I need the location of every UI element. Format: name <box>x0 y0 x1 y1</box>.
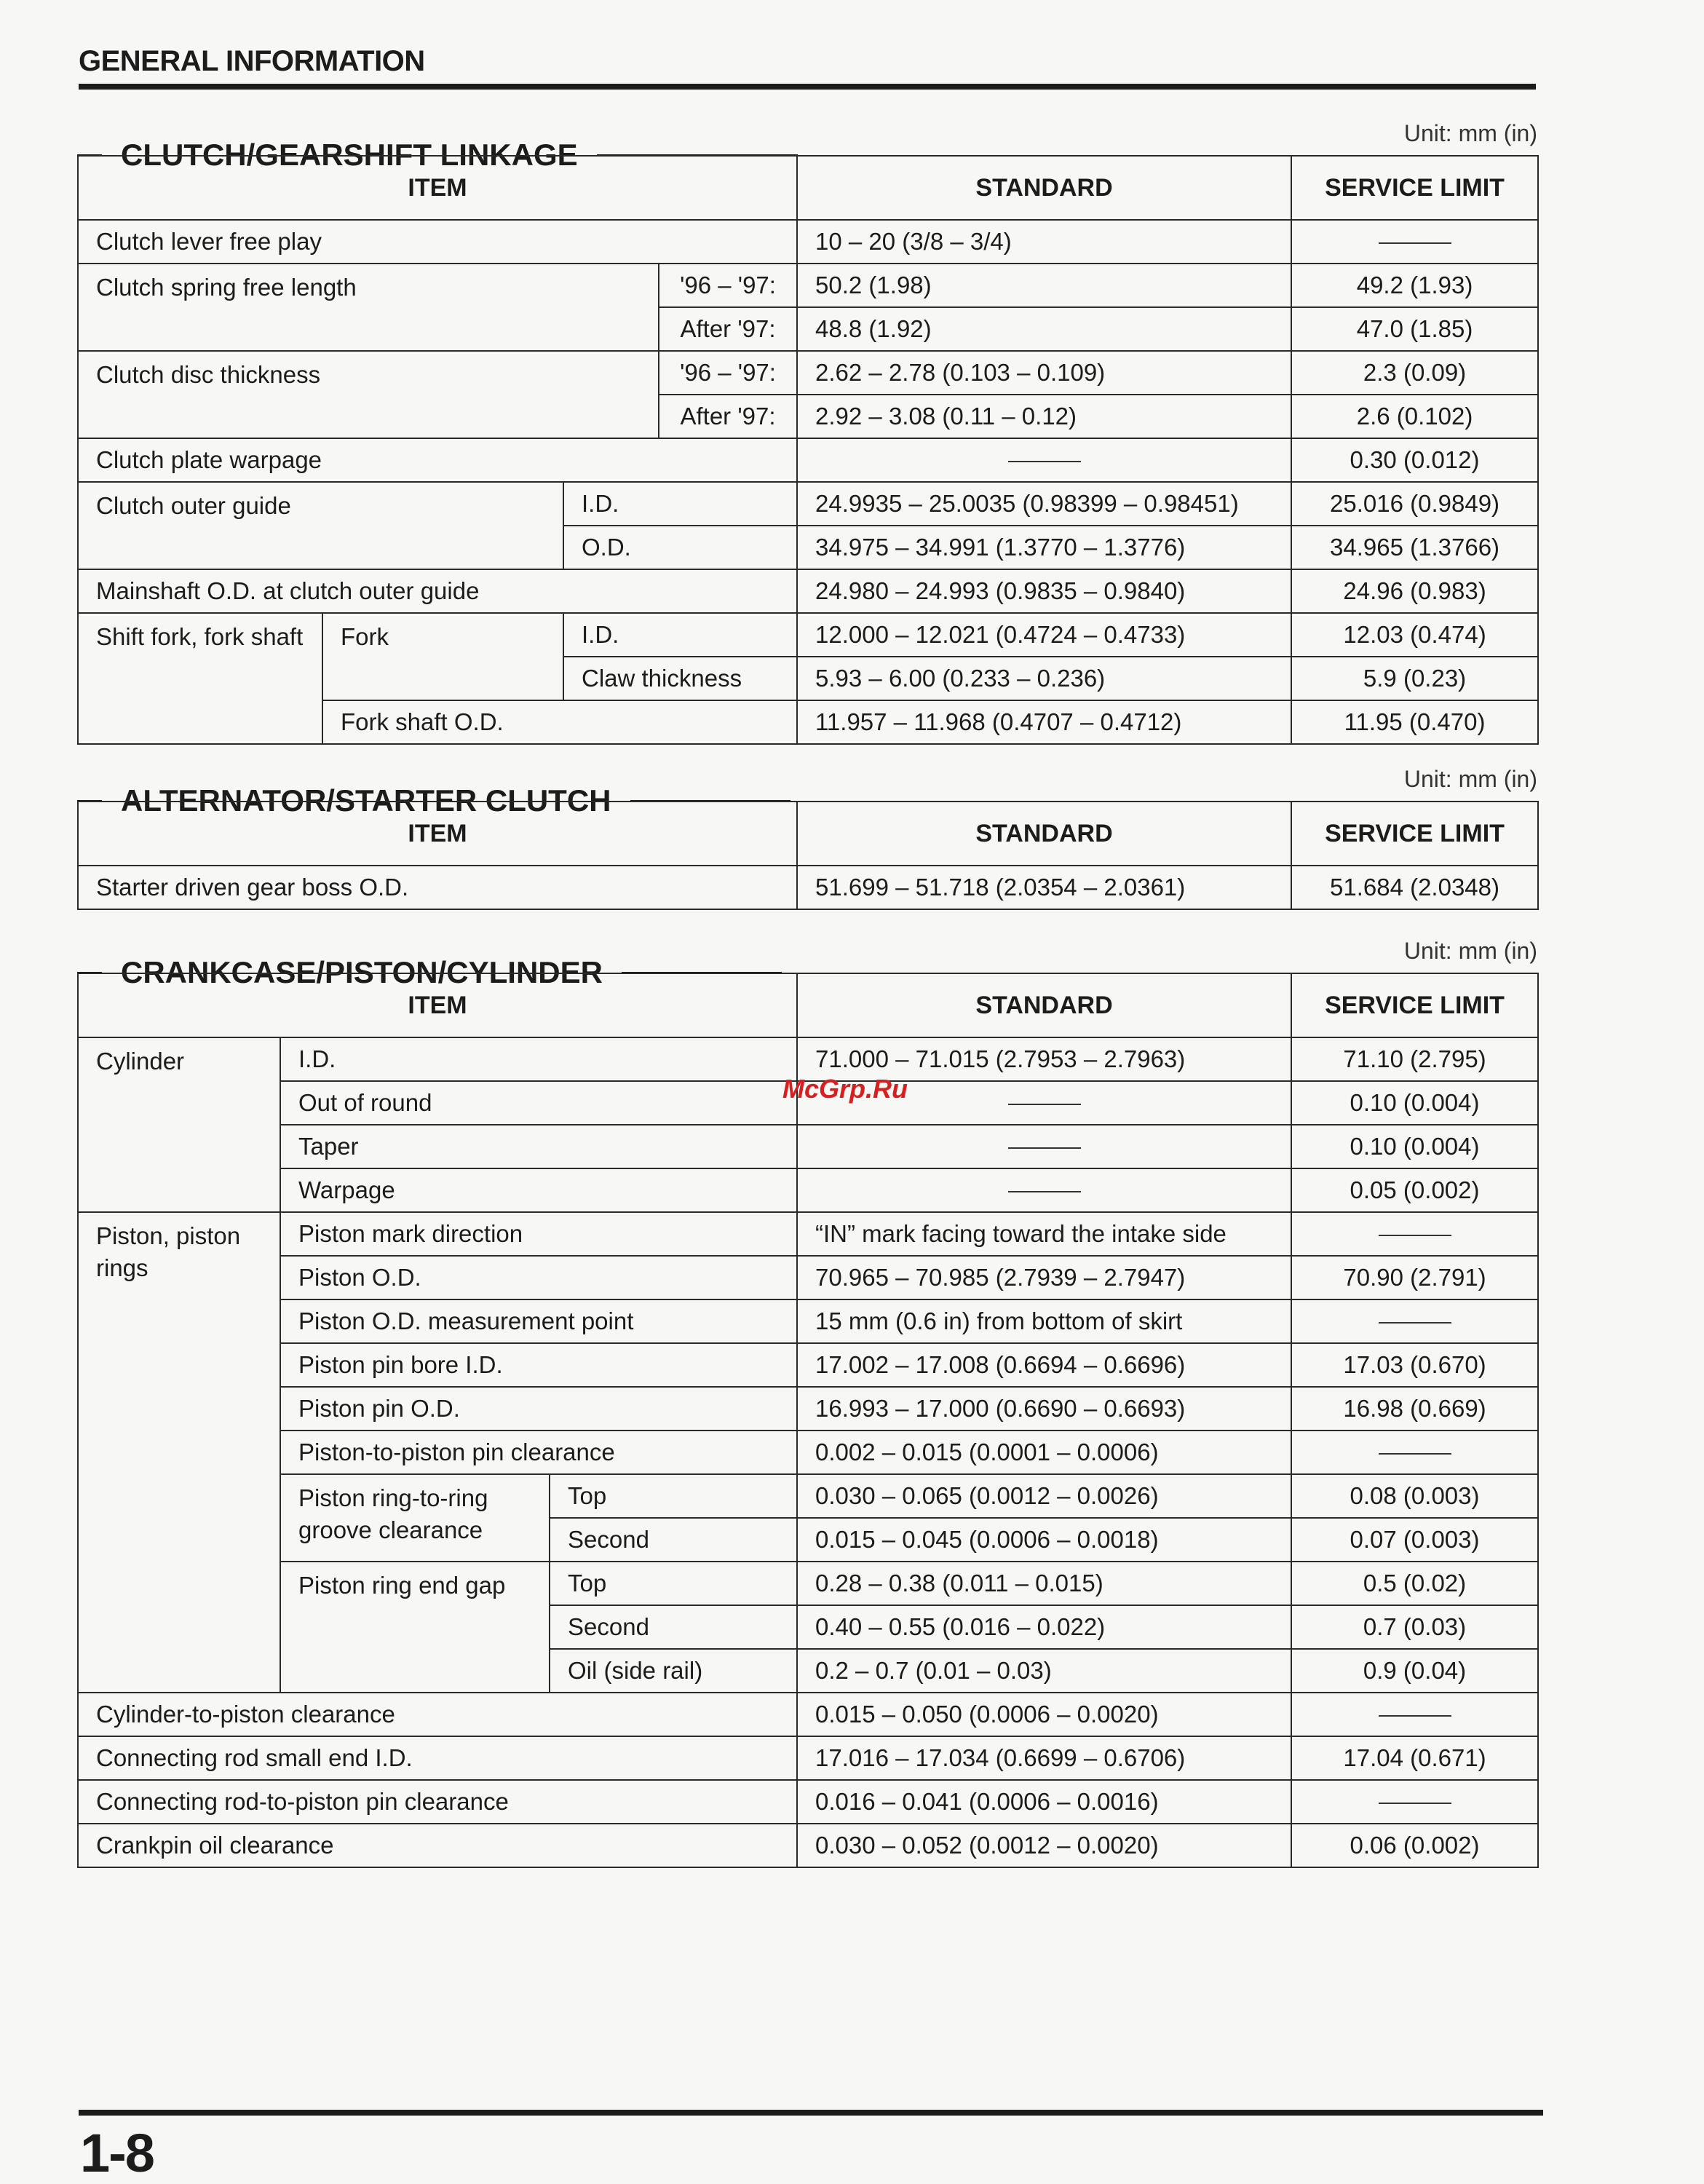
not-applicable-dash <box>1379 242 1451 244</box>
not-applicable-dash <box>1379 1453 1451 1455</box>
standard-cell: 48.8 (1.92) <box>797 307 1291 351</box>
table-row <box>78 613 1538 657</box>
column-header-service-limit: SERVICE LIMIT <box>1291 802 1538 866</box>
sub-sub-item-cell: Oil (side rail) <box>550 1649 797 1693</box>
sub-item-cell: I.D. <box>563 613 797 657</box>
table-row <box>78 482 1538 526</box>
standard-cell: 0.030 – 0.065 (0.0012 – 0.0026) <box>797 1474 1291 1518</box>
service-limit-cell: 0.30 (0.012) <box>1291 438 1538 482</box>
standard-cell: 10 – 20 (3/8 – 3/4) <box>797 220 1291 264</box>
service-limit-cell: 34.965 (1.3766) <box>1291 526 1538 569</box>
table-row <box>78 1387 1538 1431</box>
not-applicable-dash <box>1379 1322 1451 1324</box>
sub-item-cell: Piston O.D. measurement point <box>280 1299 797 1343</box>
service-limit-cell: 0.7 (0.03) <box>1291 1605 1538 1649</box>
service-limit-cell: 17.03 (0.670) <box>1291 1343 1538 1387</box>
table-row <box>78 1212 1538 1256</box>
standard-cell: 24.980 – 24.993 (0.9835 – 0.9840) <box>797 569 1291 613</box>
section-clutch-gearshift <box>77 120 1537 746</box>
table-row <box>78 1431 1538 1474</box>
service-limit-cell: 0.08 (0.003) <box>1291 1474 1538 1518</box>
service-limit-cell: 51.684 (2.0348) <box>1291 866 1538 909</box>
sub-item-cell: Piston-to-piston pin clearance <box>280 1431 797 1474</box>
column-header-standard: STANDARD <box>797 973 1291 1037</box>
table-row <box>78 866 1538 909</box>
sub-item-cell: Fork <box>322 613 563 700</box>
table-row <box>78 1736 1538 1780</box>
table-row <box>78 351 1538 395</box>
service-limit-cell: 11.95 (0.470) <box>1291 700 1538 744</box>
sub-sub-item-cell: Second <box>550 1605 797 1649</box>
item-cell: Clutch disc thickness <box>78 351 659 438</box>
service-limit-cell <box>1291 1431 1538 1474</box>
standard-cell: 17.002 – 17.008 (0.6694 – 0.6696) <box>797 1343 1291 1387</box>
table-row <box>78 1299 1538 1343</box>
column-header-standard: STANDARD <box>797 156 1291 220</box>
service-limit-cell: 16.98 (0.669) <box>1291 1387 1538 1431</box>
item-cell: Clutch plate warpage <box>78 438 797 482</box>
standard-cell: 16.993 – 17.000 (0.6690 – 0.6693) <box>797 1387 1291 1431</box>
group-cell-piston: Piston, piston rings <box>78 1212 280 1693</box>
group-cell-cylinder: Cylinder <box>78 1037 280 1212</box>
not-applicable-dash <box>1008 1147 1081 1149</box>
sub-item-cell: Piston mark direction <box>280 1212 797 1256</box>
standard-cell: 2.62 – 2.78 (0.103 – 0.109) <box>797 351 1291 395</box>
section-title-text: CRANKCASE/PISTON/CYLINDER <box>121 955 603 989</box>
service-limit-cell: 0.5 (0.02) <box>1291 1562 1538 1605</box>
item-cell: Clutch outer guide <box>78 482 563 569</box>
sub-item-cell: I.D. <box>563 482 797 526</box>
standard-cell <box>797 438 1291 482</box>
service-limit-cell <box>1291 1780 1538 1824</box>
item-cell: Connecting rod-to-piston pin clearance <box>78 1780 797 1824</box>
service-limit-cell: 0.06 (0.002) <box>1291 1824 1538 1867</box>
not-applicable-dash <box>1008 1104 1081 1105</box>
item-cell: Shift fork, fork shaft <box>78 613 322 744</box>
service-limit-cell: 25.016 (0.9849) <box>1291 482 1538 526</box>
not-applicable-dash <box>1379 1235 1451 1236</box>
item-cell: Clutch lever free play <box>78 220 797 264</box>
sub-item-cell: I.D. <box>280 1037 797 1081</box>
table-row <box>78 264 1538 307</box>
sub-item-cell: Out of round <box>280 1081 797 1125</box>
table-header-row <box>78 156 1538 220</box>
standard-cell: 11.957 – 11.968 (0.4707 – 0.4712) <box>797 700 1291 744</box>
sub-item-cell: Piston O.D. <box>280 1256 797 1299</box>
column-header-service-limit: SERVICE LIMIT <box>1291 156 1538 220</box>
standard-cell: 50.2 (1.98) <box>797 264 1291 307</box>
service-limit-cell <box>1291 220 1538 264</box>
unit-label: Unit: mm (in) <box>1403 120 1537 146</box>
standard-cell: 0.002 – 0.015 (0.0001 – 0.0006) <box>797 1431 1291 1474</box>
table-row <box>78 1693 1538 1736</box>
table-row <box>78 1562 1538 1605</box>
item-cell: Connecting rod small end I.D. <box>78 1736 797 1780</box>
table-row <box>78 220 1538 264</box>
column-header-service-limit: SERVICE LIMIT <box>1291 973 1538 1037</box>
standard-cell: 51.699 – 51.718 (2.0354 – 2.0361) <box>797 866 1291 909</box>
section-title-text: ALTERNATOR/STARTER CLUTCH <box>121 783 611 818</box>
item-cell: Mainshaft O.D. at clutch outer guide <box>78 569 797 613</box>
unit-label: Unit: mm (in) <box>1403 938 1537 964</box>
section-alternator-starter-clutch <box>77 766 1537 911</box>
item-cell: Cylinder-to-piston clearance <box>78 1693 797 1736</box>
alternator-spec-table <box>77 801 1539 910</box>
standard-cell: 17.016 – 17.034 (0.6699 – 0.6706) <box>797 1736 1291 1780</box>
standard-cell: 0.015 – 0.050 (0.0006 – 0.0020) <box>797 1693 1291 1736</box>
service-limit-cell <box>1291 1212 1538 1256</box>
column-header-item: ITEM <box>78 802 797 866</box>
sub-sub-item-cell: Top <box>550 1562 797 1605</box>
service-limit-cell: 2.6 (0.102) <box>1291 395 1538 438</box>
not-applicable-dash <box>1379 1715 1451 1717</box>
table-row <box>78 1780 1538 1824</box>
sub-sub-item-cell: Second <box>550 1518 797 1562</box>
footer-rule <box>79 2110 1543 2116</box>
sub-item-cell: Piston pin bore I.D. <box>280 1343 797 1387</box>
standard-cell: 70.965 – 70.985 (2.7939 – 2.7947) <box>797 1256 1291 1299</box>
standard-cell: “IN” mark facing toward the intake side <box>797 1212 1291 1256</box>
header-rule <box>79 84 1536 90</box>
standard-cell: 0.2 – 0.7 (0.01 – 0.03) <box>797 1649 1291 1693</box>
service-limit-cell: 0.10 (0.004) <box>1291 1081 1538 1125</box>
sub-item-cell: Taper <box>280 1125 797 1168</box>
table-row <box>78 1824 1538 1867</box>
standard-cell <box>797 1125 1291 1168</box>
standard-cell: 12.000 – 12.021 (0.4724 – 0.4733) <box>797 613 1291 657</box>
clutch-spec-table <box>77 155 1539 745</box>
item-cell: Starter driven gear boss O.D. <box>78 866 797 909</box>
service-limit-cell: 47.0 (1.85) <box>1291 307 1538 351</box>
watermark-link[interactable]: McGrp.Ru <box>782 1074 908 1104</box>
sub-item-cell: '96 – '97: <box>659 264 797 307</box>
sub-item-cell: Claw thickness <box>563 657 797 700</box>
item-cell: Crankpin oil clearance <box>78 1824 797 1867</box>
standard-cell: 2.92 – 3.08 (0.11 – 0.12) <box>797 395 1291 438</box>
table-header-row <box>78 802 1538 866</box>
service-limit-cell: 17.04 (0.671) <box>1291 1736 1538 1780</box>
sub-item-cell: After '97: <box>659 395 797 438</box>
column-header-item: ITEM <box>78 156 797 220</box>
standard-cell: 0.28 – 0.38 (0.011 – 0.015) <box>797 1562 1291 1605</box>
sub-item-cell: O.D. <box>563 526 797 569</box>
standard-cell: 34.975 – 34.991 (1.3770 – 1.3776) <box>797 526 1291 569</box>
page-header-title: GENERAL INFORMATION <box>79 45 425 77</box>
service-limit-cell: 5.9 (0.23) <box>1291 657 1538 700</box>
section-title-text: CLUTCH/GEARSHIFT LINKAGE <box>121 138 578 172</box>
standard-cell: 71.000 – 71.015 (2.7953 – 2.7963) <box>797 1037 1291 1081</box>
service-limit-cell: 0.9 (0.04) <box>1291 1649 1538 1693</box>
standard-cell: 15 mm (0.6 in) from bottom of skirt <box>797 1299 1291 1343</box>
service-limit-cell <box>1291 1299 1538 1343</box>
service-limit-cell: 0.07 (0.003) <box>1291 1518 1538 1562</box>
standard-cell: 0.030 – 0.052 (0.0012 – 0.0020) <box>797 1824 1291 1867</box>
service-limit-cell: 70.90 (2.791) <box>1291 1256 1538 1299</box>
sub-item-cell: After '97: <box>659 307 797 351</box>
sub-item-cell: Piston pin O.D. <box>280 1387 797 1431</box>
item-cell: Clutch spring free length <box>78 264 659 351</box>
sub-sub-item-cell: Top <box>550 1474 797 1518</box>
column-header-standard: STANDARD <box>797 802 1291 866</box>
table-row <box>78 1256 1538 1299</box>
sub-item-cell: Piston ring-to-ring groove clearance <box>280 1474 550 1562</box>
standard-cell: 0.015 – 0.045 (0.0006 – 0.0018) <box>797 1518 1291 1562</box>
sub-item-cell: Fork shaft O.D. <box>322 700 797 744</box>
table-row <box>78 569 1538 613</box>
service-limit-cell: 71.10 (2.795) <box>1291 1037 1538 1081</box>
column-header-item: ITEM <box>78 973 797 1037</box>
standard-cell: 0.40 – 0.55 (0.016 – 0.022) <box>797 1605 1291 1649</box>
not-applicable-dash <box>1379 1803 1451 1804</box>
page-number: 1-8 <box>80 2123 154 2183</box>
sub-item-cell: Piston ring end gap <box>280 1562 550 1693</box>
service-limit-cell: 2.3 (0.09) <box>1291 351 1538 395</box>
unit-label: Unit: mm (in) <box>1403 766 1537 792</box>
table-row <box>78 1125 1538 1168</box>
standard-cell: 5.93 – 6.00 (0.233 – 0.236) <box>797 657 1291 700</box>
table-row <box>78 1168 1538 1212</box>
service-limit-cell: 12.03 (0.474) <box>1291 613 1538 657</box>
table-row <box>78 438 1538 482</box>
not-applicable-dash <box>1008 461 1081 462</box>
service-limit-cell: 0.10 (0.004) <box>1291 1125 1538 1168</box>
crankcase-spec-table <box>77 973 1539 1868</box>
service-limit-cell: 49.2 (1.93) <box>1291 264 1538 307</box>
standard-cell: 0.016 – 0.041 (0.0006 – 0.0016) <box>797 1780 1291 1824</box>
service-limit-cell <box>1291 1693 1538 1736</box>
not-applicable-dash <box>1008 1191 1081 1192</box>
sub-item-cell: '96 – '97: <box>659 351 797 395</box>
sub-item-cell: Warpage <box>280 1168 797 1212</box>
table-row <box>78 1343 1538 1387</box>
service-limit-cell: 0.05 (0.002) <box>1291 1168 1538 1212</box>
table-header-row <box>78 973 1538 1037</box>
service-limit-cell: 24.96 (0.983) <box>1291 569 1538 613</box>
standard-cell <box>797 1168 1291 1212</box>
table-row <box>78 1474 1538 1518</box>
standard-cell: 24.9935 – 25.0035 (0.98399 – 0.98451) <box>797 482 1291 526</box>
